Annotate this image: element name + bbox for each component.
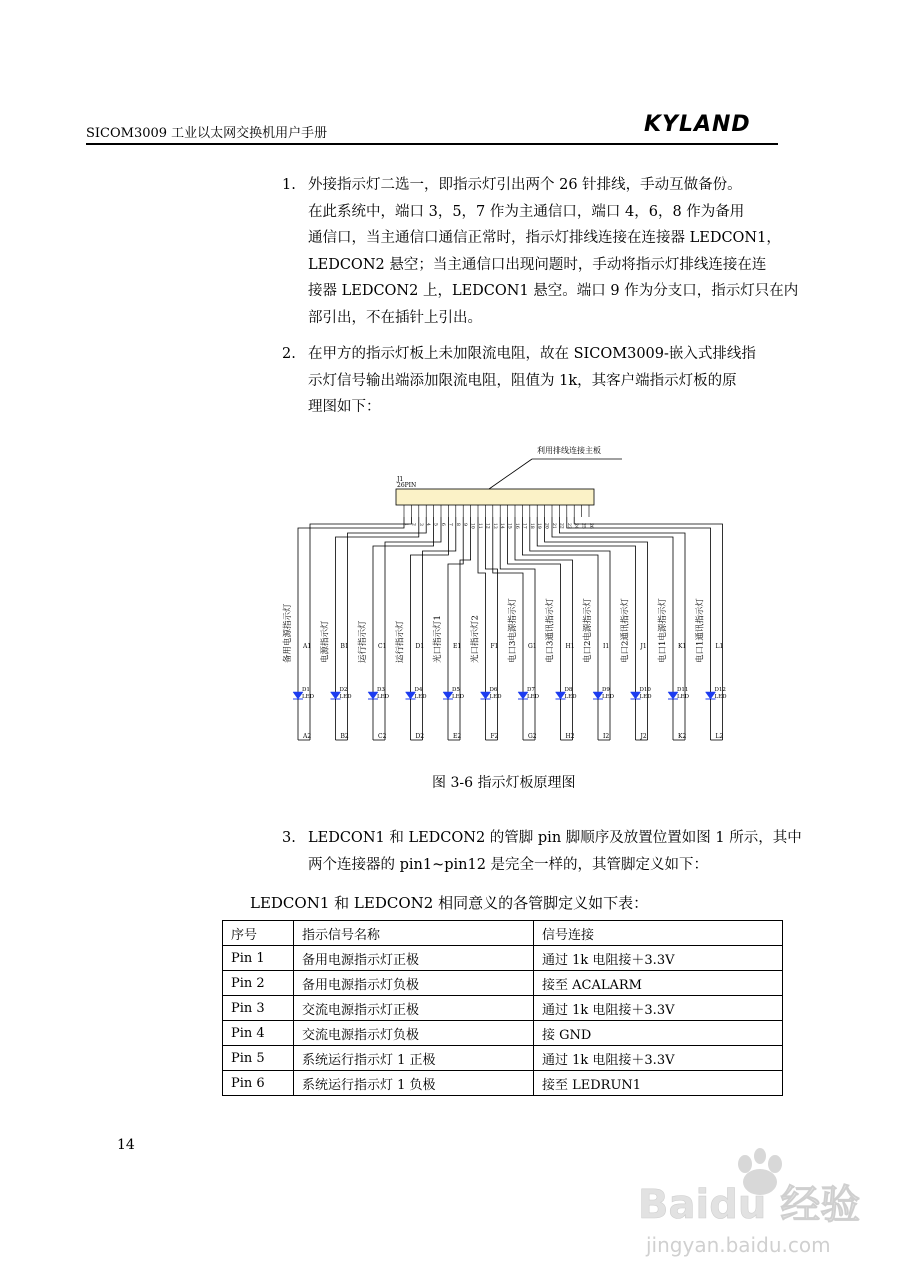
indicator-board-schematic bbox=[280, 435, 750, 750]
led-top-pin-label: C1 bbox=[378, 643, 387, 650]
table-cell: Pin 6 bbox=[223, 1071, 294, 1096]
list-item-text bbox=[308, 825, 802, 878]
table-cell: 备用电源指示灯正极 bbox=[294, 946, 534, 971]
wire bbox=[411, 517, 449, 692]
table-header-row bbox=[223, 921, 783, 946]
led-function-label: 电源指示灯 bbox=[320, 620, 331, 663]
pin-number-label: 6 bbox=[440, 523, 445, 526]
led-type-label: LED bbox=[302, 694, 315, 700]
text-line: 在此系统中，端口 3，5，7 作为主通信口，端口 4，6，8 作为备用 bbox=[308, 203, 745, 220]
led-ref-label: D8 bbox=[564, 687, 573, 693]
table-cell: Pin 5 bbox=[223, 1046, 294, 1071]
text-line: 示灯信号输出端添加限流电阻，阻值为 1k，其客户端指示灯板的原 bbox=[308, 372, 737, 389]
led-ref-label: D4 bbox=[414, 687, 423, 693]
table-cell: 系统运行指示灯 1 负极 bbox=[294, 1071, 534, 1096]
wire bbox=[373, 517, 434, 692]
text-line: 接器 LEDCON2 上，LEDCON1 悬空。端口 9 作为分支口，指示灯只在内 bbox=[308, 283, 799, 299]
table-cell: 交流电源指示灯负极 bbox=[294, 1021, 534, 1046]
table-cell: 通过 1k 电阻接＋3.3V bbox=[534, 946, 783, 971]
pin-number-label: 22 bbox=[558, 523, 564, 529]
text-line: 两个连接器的 pin1~pin12 是完全一样的，其管脚定义如下： bbox=[308, 856, 709, 873]
pin-number-label: 23 bbox=[565, 523, 571, 529]
led-type-label: LED bbox=[677, 694, 690, 700]
table-cell: 系统运行指示灯 1 正极 bbox=[294, 1046, 534, 1071]
wire bbox=[336, 517, 419, 692]
led-function-label: 电口1通讯指示灯 bbox=[695, 598, 706, 663]
led-function-label: 电口1电源指示灯 bbox=[658, 598, 668, 663]
page-number: 14 bbox=[117, 1137, 135, 1153]
list-item-text bbox=[308, 172, 799, 331]
pin-number-label: 8 bbox=[454, 523, 460, 526]
baidu-jingyan-watermark bbox=[632, 1140, 872, 1260]
led-bottom-pin-label: D2 bbox=[415, 733, 425, 740]
text-line: 外接指示灯二选一，即指示灯引出两个 26 针排线，手动互做备份。 bbox=[308, 177, 742, 193]
pin-number-label: 19 bbox=[536, 523, 542, 529]
pin-number-label: 12 bbox=[484, 523, 490, 529]
table-cell: Pin 4 bbox=[223, 1021, 294, 1046]
pin-number-label: 9 bbox=[462, 523, 468, 526]
table-intro: LEDCON1 和 LEDCON2 相同意义的各管脚定义如下表： bbox=[250, 894, 649, 912]
list-item-number: 1. bbox=[282, 177, 296, 193]
led-bottom-pin-label: J2 bbox=[640, 733, 647, 740]
led-type-label: LED bbox=[527, 694, 540, 700]
led-ref-label: D3 bbox=[377, 687, 385, 693]
list-item-text bbox=[308, 341, 782, 421]
led-ref-label: D10 bbox=[639, 687, 651, 693]
text-line: 理图如下： bbox=[308, 399, 381, 415]
callout-leader bbox=[489, 459, 532, 489]
pin-number-label: 25 bbox=[580, 523, 586, 529]
led-function-label: 电口3通讯指示灯 bbox=[545, 598, 556, 663]
pin-number-label: 20 bbox=[543, 523, 549, 529]
table-cell: 接至 LEDRUN1 bbox=[534, 1071, 783, 1096]
led-function-label: 电口2通讯指示灯 bbox=[620, 598, 631, 663]
table-cell: Pin 2 bbox=[223, 971, 294, 996]
connector-type: 26PIN bbox=[397, 482, 417, 489]
led-function-label: 电口3电源指示灯 bbox=[508, 598, 518, 663]
table-header-cell: 指示信号名称 bbox=[294, 921, 534, 946]
pin-number-label: 18 bbox=[528, 523, 534, 529]
led-top-pin-label: I1 bbox=[603, 643, 610, 650]
led-ref-label: D12 bbox=[714, 687, 726, 693]
figure-caption: 图 3-6 指示灯板原理图 bbox=[432, 775, 576, 791]
pin-number-label: 2 bbox=[410, 523, 416, 526]
pin-number-label: 11 bbox=[477, 523, 482, 529]
led-ref-label: D11 bbox=[677, 687, 689, 693]
led-top-pin-label: K1 bbox=[678, 643, 687, 650]
led-function-label: 电口2电源指示灯 bbox=[583, 598, 593, 663]
text-line: 在甲方的指示灯板上未加限流电阻，故在 SICOM3009-嵌入式排线指 bbox=[308, 346, 756, 362]
table-cell: 接至 ACALARM bbox=[534, 971, 783, 996]
pin-number-label: 13 bbox=[491, 523, 497, 529]
led-function-label: 运行指示灯 bbox=[395, 620, 406, 663]
table-cell: 接 GND bbox=[534, 1021, 783, 1046]
pin-number-label: 17 bbox=[521, 523, 527, 529]
wire bbox=[478, 517, 486, 692]
callout-label: 利用排线连接主板 bbox=[537, 446, 601, 455]
led-bottom-pin-label: B2 bbox=[340, 733, 349, 740]
pin-number-label: 1 bbox=[403, 523, 408, 526]
pin-number-label: 26 bbox=[588, 523, 593, 529]
connector-body bbox=[396, 489, 594, 505]
table-header-cell: 序号 bbox=[223, 921, 294, 946]
table-row bbox=[223, 946, 783, 971]
led-type-label: LED bbox=[414, 694, 427, 700]
text-line: LEDCON1 和 LEDCON2 的管脚 pin 脚顺序及放置位置如图 1 所示，其中 bbox=[308, 830, 802, 846]
pin-definition-table bbox=[222, 920, 783, 1096]
wire bbox=[485, 517, 497, 740]
document-header-title: SICOM3009 工业以太网交换机用户手册 bbox=[86, 126, 328, 141]
led-ref-label: D9 bbox=[602, 687, 610, 693]
text-line: 部引出，不在插针上引出。 bbox=[308, 309, 482, 326]
led-function-label: 光口指示灯2 bbox=[470, 615, 481, 663]
led-top-pin-label: L1 bbox=[715, 643, 724, 650]
led-bottom-pin-label: C2 bbox=[378, 733, 387, 740]
led-bottom-pin-label: A2 bbox=[303, 733, 312, 740]
led-ref-label: D7 bbox=[527, 687, 535, 693]
wire bbox=[552, 517, 673, 692]
led-type-label: LED bbox=[489, 694, 502, 700]
pin-number-label: 16 bbox=[514, 523, 519, 529]
table-cell: Pin 1 bbox=[223, 946, 294, 971]
led-type-label: LED bbox=[602, 694, 615, 700]
led-ref-label: D6 bbox=[489, 687, 498, 693]
pin-number-label: 21 bbox=[551, 523, 556, 529]
led-function-label: 光口指示灯1 bbox=[433, 615, 443, 663]
led-top-pin-label: G1 bbox=[528, 643, 537, 650]
table-cell: 交流电源指示灯正极 bbox=[294, 996, 534, 1021]
table-row bbox=[223, 1046, 783, 1071]
table-cell: 通过 1k 电阻接＋3.3V bbox=[534, 996, 783, 1021]
led-top-pin-label: J1 bbox=[640, 643, 647, 650]
led-type-label: LED bbox=[564, 694, 577, 700]
led-ref-label: D5 bbox=[452, 687, 460, 693]
pin-number-label: 14 bbox=[499, 523, 505, 529]
led-top-pin-label: E1 bbox=[453, 643, 462, 650]
table-cell: Pin 3 bbox=[223, 996, 294, 1021]
led-bottom-pin-label: H2 bbox=[565, 733, 575, 740]
table-row bbox=[223, 971, 783, 996]
text-line: LEDCON2 悬空；当主通信口出现问题时，手动将指示灯排线连接在连 bbox=[308, 256, 767, 273]
led-type-label: LED bbox=[377, 694, 390, 700]
table-cell: 备用电源指示灯负极 bbox=[294, 971, 534, 996]
pin-number-label: 24 bbox=[573, 523, 579, 529]
table-header-cell: 信号连接 bbox=[534, 921, 783, 946]
led-top-pin-label: F1 bbox=[490, 643, 499, 650]
table-cell: 通过 1k 电阻接＋3.3V bbox=[534, 1046, 783, 1071]
table-row bbox=[223, 1071, 783, 1096]
pin-number-label: 15 bbox=[506, 523, 512, 529]
pin-number-label: 5 bbox=[432, 523, 438, 526]
led-top-pin-label: D1 bbox=[415, 643, 425, 650]
kyland-logo: KYLAND bbox=[644, 112, 751, 137]
wire bbox=[298, 517, 404, 692]
led-top-pin-label: A1 bbox=[303, 643, 312, 650]
led-function-label: 备用电源指示灯 bbox=[283, 603, 293, 663]
list-item-number: 2. bbox=[282, 346, 296, 362]
led-bottom-pin-label: L2 bbox=[715, 733, 724, 740]
pin-number-label: 3 bbox=[417, 523, 423, 526]
led-type-label: LED bbox=[639, 694, 652, 700]
pin-number-label: 4 bbox=[425, 523, 431, 526]
led-function-label: 运行指示灯 bbox=[358, 620, 368, 663]
list-item-number: 3. bbox=[282, 830, 296, 846]
led-bottom-pin-label: E2 bbox=[453, 733, 462, 740]
watermark-brand: Baidu 经验 bbox=[638, 1182, 861, 1228]
led-bottom-pin-label: G2 bbox=[528, 733, 537, 740]
led-type-label: LED bbox=[339, 694, 352, 700]
wire bbox=[460, 517, 471, 740]
connector-ref: J1 bbox=[397, 476, 404, 483]
led-ref-label: D2 bbox=[339, 687, 348, 693]
wire bbox=[545, 517, 648, 740]
led-top-pin-label: B1 bbox=[340, 643, 349, 650]
led-top-pin-label: H1 bbox=[565, 643, 575, 650]
led-bottom-pin-label: K2 bbox=[678, 733, 687, 740]
led-bottom-pin-label: I2 bbox=[603, 733, 610, 740]
watermark-url: jingyan.baidu.com bbox=[646, 1233, 831, 1257]
led-bottom-pin-label: F2 bbox=[490, 733, 499, 740]
led-type-label: LED bbox=[452, 694, 465, 700]
table-row bbox=[223, 996, 783, 1021]
wire bbox=[515, 517, 573, 740]
pin-number-label: 10 bbox=[469, 523, 475, 529]
text-line: 通信口，当主通信口通信正常时，指示灯排线连接在连接器 LEDCON1， bbox=[308, 230, 781, 246]
led-type-label: LED bbox=[714, 694, 727, 700]
led-ref-label: D1 bbox=[302, 687, 310, 693]
table-row bbox=[223, 1021, 783, 1046]
pin-number-label: 7 bbox=[447, 523, 453, 526]
header-rule bbox=[86, 143, 778, 145]
